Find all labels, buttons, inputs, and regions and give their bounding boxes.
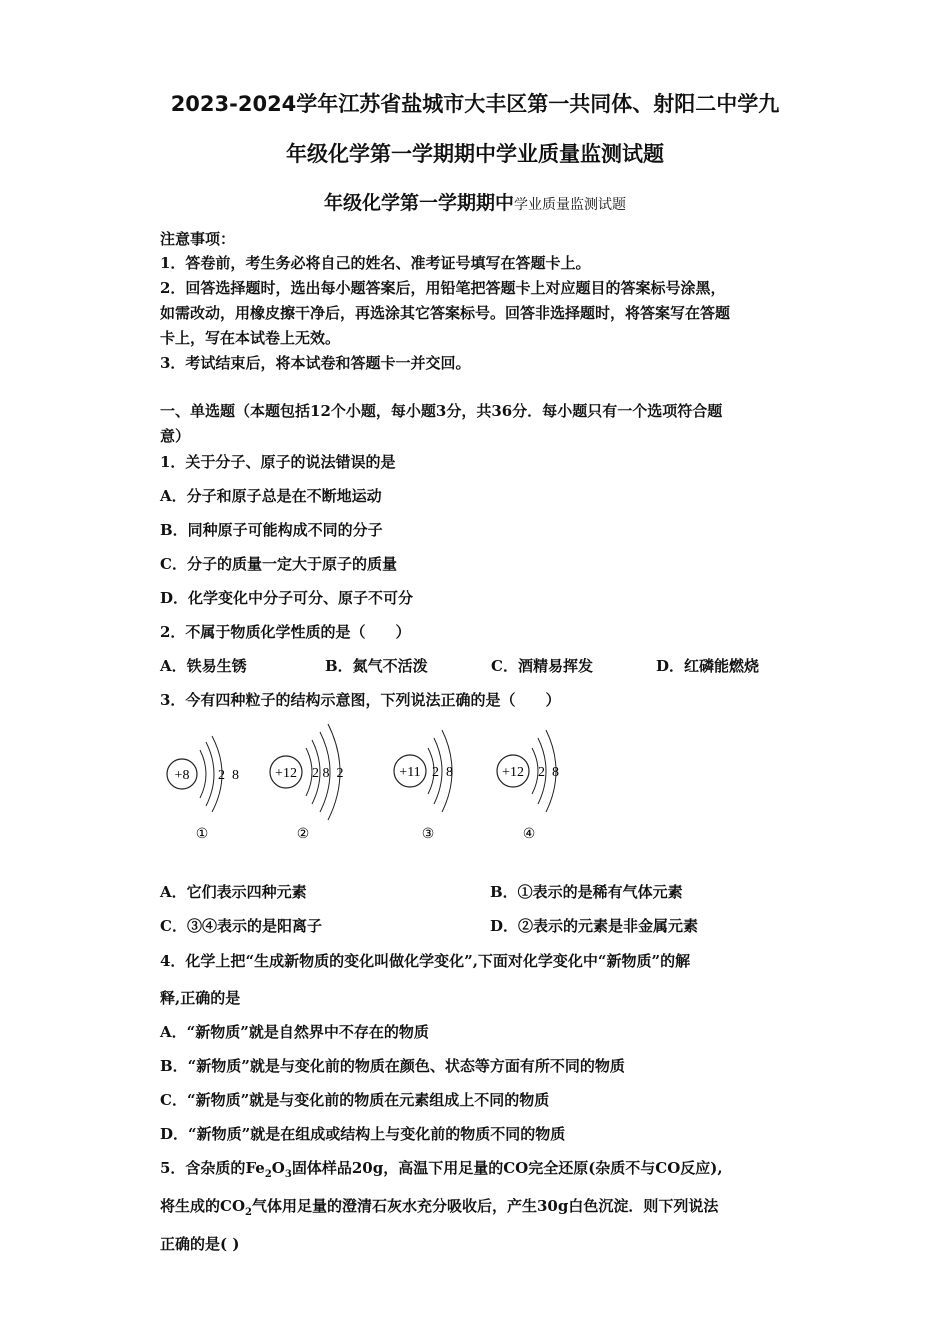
q2-options (160, 655, 800, 677)
q1-option-c: C．分子的质量一定大于原子的质量 (160, 555, 397, 573)
q4-option-c: C．“新物质”就是与变化前的物质在元素组成上不同的物质 (160, 1091, 550, 1109)
q4-option-a: A．“新物质”就是自然界中不存在的物质 (160, 1023, 429, 1041)
atom-structure-3 (394, 730, 453, 842)
atom-2-label: ② (296, 827, 310, 842)
atom-structure-2 (270, 724, 344, 842)
subtitle-small: 学业质量监测试题 (514, 197, 626, 213)
notes-item-2: 2．回答选择题时，选出每小题答案后，用铅笔把答题卡上对应题目的答案标号涂黑， (160, 279, 726, 297)
atom-2-nucleus: +12 (275, 766, 297, 781)
atom-1-shells: 2 8 (218, 768, 239, 783)
q3-option-d: D．②表示的元素是非金属元素 (490, 917, 699, 935)
atom-3-label: ③ (421, 827, 435, 842)
atom-3-nucleus: +11 (399, 765, 421, 780)
q2-option-a: A．铁易生锈 (160, 657, 247, 675)
notes-heading: 注意事项： (160, 230, 236, 248)
q3-stem: 3．今有四种粒子的结构示意图，下列说法正确的是（ ） (160, 691, 561, 709)
atom-4-shells: 2 8 (538, 765, 559, 780)
q5-stem (160, 1157, 723, 1180)
section1-heading: 一、单选题（本题包括12个小题，每小题3分，共36分．每小题只有一个选项符合题 (160, 402, 723, 420)
q2-option-b: B．氮气不活泼 (325, 657, 428, 675)
section1-heading-cont: 意） (160, 427, 191, 445)
q5-stem-part5: 气体用足量的澄清石灰水充分吸收后，产生30g白色沉淀．则下列说法 (251, 1197, 719, 1215)
q5-stem-part2: O (271, 1159, 285, 1177)
q5-stem-part3: 固体样品20g，高温下用足量的CO完全还原(杂质不与CO反应), (291, 1159, 723, 1177)
notes-item-2-cont2: 卡上，写在本试卷上无效。 (160, 329, 341, 347)
notes-item-1: 1．答卷前，考生务必将自己的姓名、准考证号填写在答题卡上。 (160, 254, 591, 272)
atom-structure-diagram (160, 720, 800, 860)
q1-stem: 1．关于分子、原子的说法错误的是 (160, 453, 396, 471)
atom-3-shells: 2 8 (432, 765, 453, 780)
q4-option-b: B．“新物质”就是与变化前的物质在颜色、状态等方面有所不同的物质 (160, 1057, 625, 1075)
q1-option-b: B．同种原子可能构成不同的分子 (160, 521, 383, 539)
q5-sub-2: 3 (284, 1169, 292, 1180)
exam-title-line2: 年级化学第一学期期中学业质量监测试题 (286, 142, 664, 166)
atom-4-label: ④ (522, 827, 536, 842)
atom-2-shells: 2 8 2 (312, 766, 344, 781)
q2-option-c: C．酒精易挥发 (491, 657, 593, 675)
q5-sub-3: 2 (245, 1207, 252, 1218)
atom-1-label: ① (195, 827, 209, 842)
q4-option-d: D．“新物质”就是在组成或结构上与变化前的物质不同的物质 (160, 1125, 566, 1143)
atom-structure-4 (497, 730, 559, 842)
q3-option-c: C．③④表示的是阳离子 (160, 917, 322, 935)
q3-option-a: A．它们表示四种元素 (160, 883, 307, 901)
exam-title-line1: 2023-2024学年江苏省盐城市大丰区第一共同体、射阳二中学九 (170, 92, 780, 116)
notes-item-2-cont: 如需改动，用橡皮擦干净后，再选涂其它答案标号。回答非选择题时，将答案写在答题 (160, 304, 731, 322)
q4-stem-cont: 释,正确的是 (160, 989, 241, 1007)
q3-option-b: B．①表示的是稀有气体元素 (490, 883, 683, 901)
q5-stem-cont (160, 1195, 718, 1218)
q4-stem: 4．化学上把“生成新物质的变化叫做化学变化”,下面对化学变化中“新物质”的解 (160, 952, 691, 970)
q2-stem: 2．不属于物质化学性质的是（ ） (160, 623, 411, 641)
notes-item-3: 3．考试结束后，将本试卷和答题卡一并交回。 (160, 354, 471, 372)
atom-1-nucleus: +8 (174, 768, 190, 783)
q1-option-d: D．化学变化中分子可分、原子不可分 (160, 589, 414, 607)
q5-stem-part1: 5．含杂质的Fe (160, 1159, 265, 1177)
atom-4-nucleus: +12 (502, 765, 524, 780)
q2-option-d: D．红磷能燃烧 (656, 657, 760, 675)
exam-subtitle (0, 188, 950, 215)
q5-stem-part4: 将生成的CO (160, 1197, 246, 1215)
q1-option-a: A．分子和原子总是在不断地运动 (160, 487, 382, 505)
subtitle-big: 年级化学第一学期期中 (323, 192, 514, 214)
q5-sub-1: 2 (264, 1169, 272, 1180)
q5-stem-cont2: 正确的是( ) (160, 1235, 240, 1253)
atom-structure-1 (167, 736, 239, 842)
